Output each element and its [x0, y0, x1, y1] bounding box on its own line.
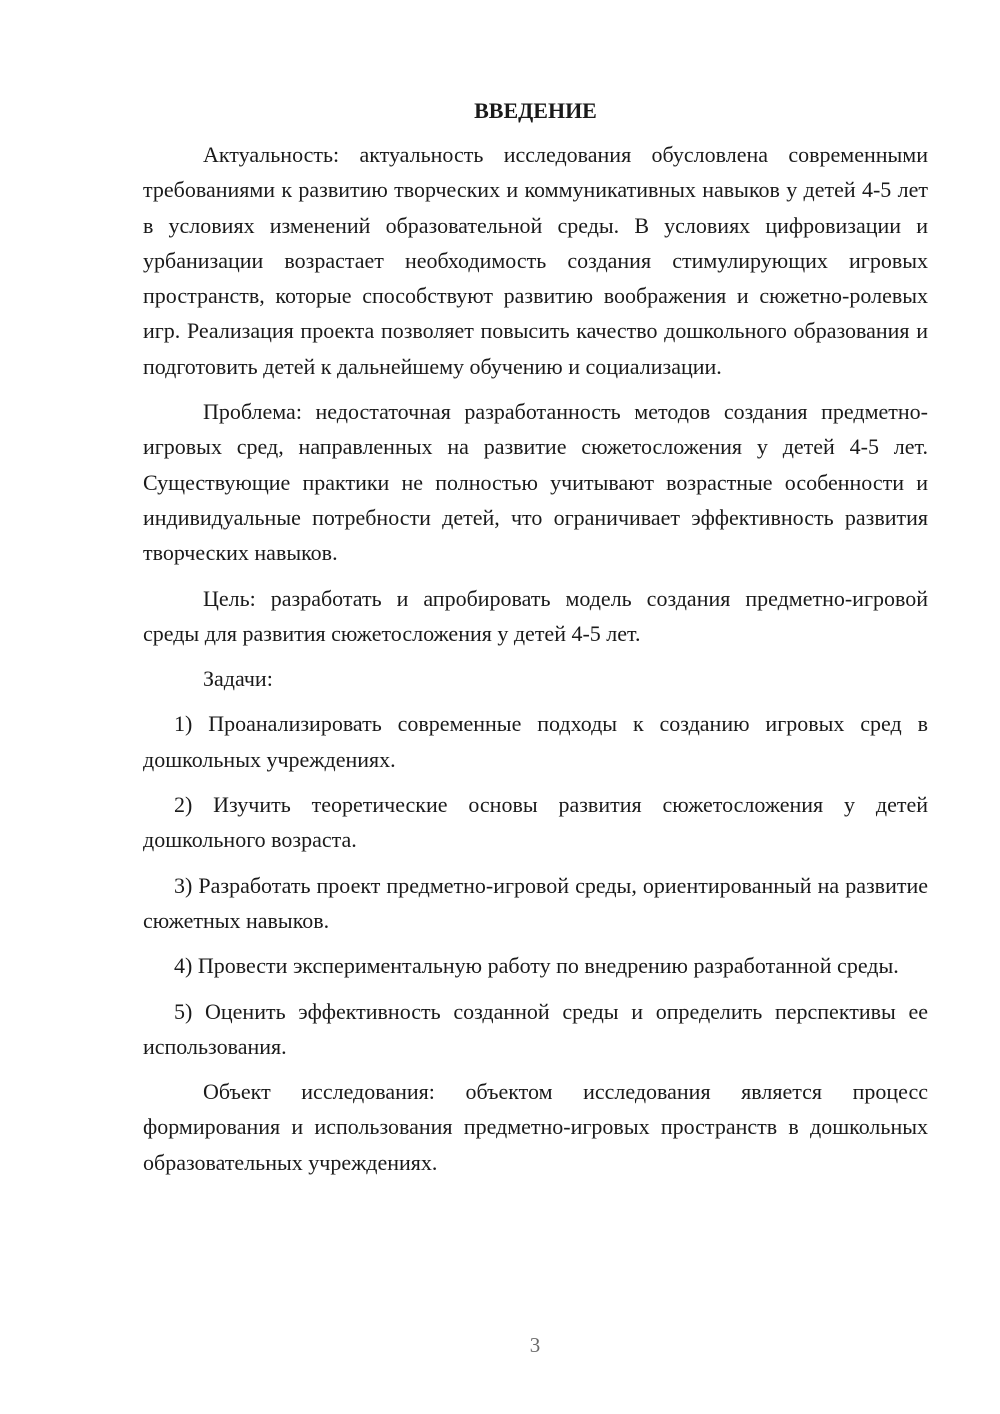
page-content [143, 93, 928, 1180]
object-paragraph: Объект исследования: объектом исследования является процесс формирования и использования предметно-игровых пространств в дошкольных образовательных учреждениях. [143, 1079, 928, 1175]
problem-paragraph: Проблема: недостаточная разработанность методов создания предметно-игровых сред, направленных на развитие сюжетосложения у детей 4-5 лет. Существующие практики не полностью учитывают возрастные особенности и индивидуальные потребности детей, что ограничивает эффективность развития творческих навыков. [143, 399, 928, 566]
section-heading: ВВЕДЕНИЕ [474, 98, 597, 123]
task-item: 3) Разработать проект предметно-игровой среды, ориентированный на развитие сюжетных навыков. [143, 872, 928, 933]
task-item: 4) Провести экспериментальную работу по внедрению разработанной среды. [174, 953, 899, 979]
task-item: 5) Оценить эффективность созданной среды и определить перспективы ее использования. [143, 998, 928, 1059]
task-item: 2) Изучить теоретические основы развития сюжетосложения у детей дошкольного возраста. [143, 792, 928, 853]
relevance-paragraph: Актуальность: актуальность исследования обусловлена современными требованиями к развитию творческих и коммуникативных навыков у детей 4-5 лет в условиях изменений образовательной среды. В условиях цифровизации и урбанизации возрастает необходимость создания стимулирующих игровых пространств, которые способствуют развитию воображения и сюжетно-ролевых игр. Реализация проекта позволяет повысить качество дошкольного образования и подготовить детей к дальнейшему обучению и социализации. [143, 142, 928, 379]
tasks-label: Задачи: [203, 666, 273, 692]
goal-paragraph: Цель: разработать и апробировать модель создания предметно-игровой среды для развития сюжетосложения у детей 4-5 лет. [143, 585, 928, 646]
task-item: 1) Проанализировать современные подходы к созданию игровых сред в дошкольных учреждениях. [143, 711, 928, 772]
page-number: 3 [529, 1333, 541, 1357]
